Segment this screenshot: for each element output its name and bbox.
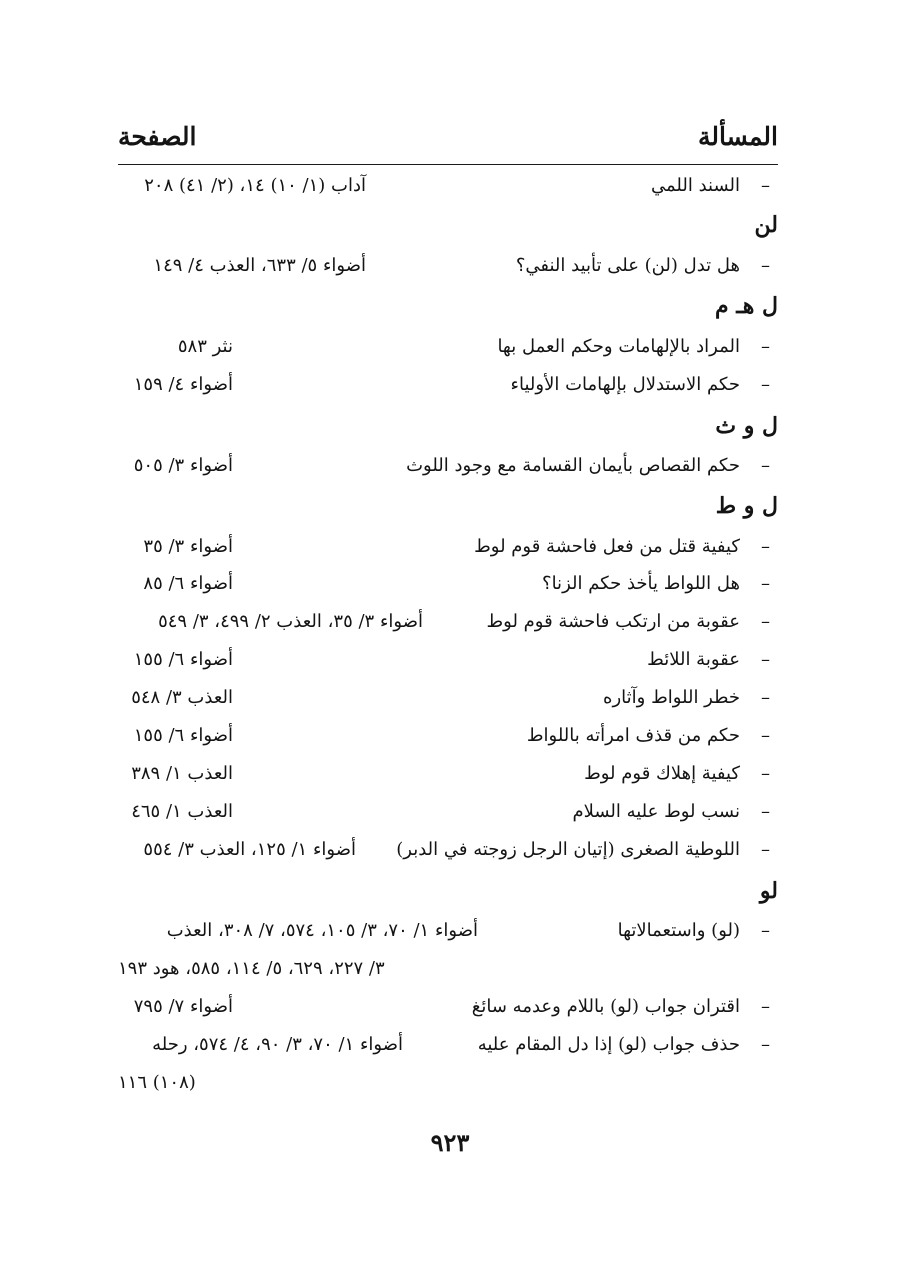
entry-dash: – (761, 996, 770, 1017)
entry-dash: – (761, 611, 770, 632)
page-number: ٩٢٣ (430, 1128, 470, 1157)
entry-dash: – (761, 255, 770, 276)
entry-topic: كيفية قتل من فعل فاحشة قوم لوط (474, 536, 740, 557)
entry-dash: – (761, 374, 770, 395)
entry-references: أضواء ١/ ٧٠، ٣/ ٩٠، ٤/ ٥٧٤، رحله (152, 1034, 403, 1055)
entry-references: أضواء ١/ ٧٠، ٣/ ١٠٥، ٥٧٤، ٧/ ٣٠٨، العذب (166, 920, 478, 941)
entry-dash: – (761, 175, 770, 196)
entry-topic: هل اللواط يأخذ حكم الزنا؟ (542, 573, 740, 594)
entry-references: أضواء ١/ ١٢٥، العذب ٣/ ٥٥٤ (143, 839, 356, 860)
entry-topic: اقتران جواب (لو) باللام وعدمه سائغ (471, 996, 740, 1017)
index-entry (118, 255, 778, 289)
entry-topic: عقوبة اللائط (647, 649, 740, 670)
entry-topic: خطر اللواط وآثاره (603, 687, 740, 708)
index-entry (118, 374, 778, 408)
page-column-label: الصفحة (118, 122, 197, 151)
entry-references: أضواء ٧/ ٧٩٥ (133, 996, 233, 1017)
entry-references: العذب ٣/ ٥٤٨ (131, 687, 233, 708)
index-entry (118, 1034, 778, 1068)
index-entry (118, 763, 778, 797)
entry-topic: نسب لوط عليه السلام (572, 801, 740, 822)
entry-dash: – (761, 801, 770, 822)
entry-references: أضواء ٦/ ٨٥ (143, 573, 233, 594)
entry-topic: عقوبة من ارتكب فاحشة قوم لوط (486, 611, 740, 632)
entry-references: أضواء ٣/ ٣٥، العذب ٢/ ٤٩٩، ٣/ ٥٤٩ (158, 611, 423, 632)
section-heading: ل و ث (715, 413, 778, 439)
entry-topic: المراد بالإلهامات وحكم العمل بها (497, 336, 740, 357)
index-entry (118, 920, 778, 954)
entry-dash: – (761, 455, 770, 476)
index-entry (118, 336, 778, 370)
entry-topic: كيفية إهلاك قوم لوط (584, 763, 740, 784)
entry-topic: حذف جواب (لو) إذا دل المقام عليه (477, 1034, 740, 1055)
entry-topic: حكم القصاص بأيمان القسامة مع وجود اللوث (406, 455, 740, 476)
index-entry (118, 611, 778, 645)
entry-topic: (لو) واستعمالاتها (617, 920, 740, 941)
entry-references-continued: ٣/ ٢٢٧، ٦٢٩، ٥/ ١١٤، ٥٨٥، هود ١٩٣ (118, 958, 385, 979)
section-heading: لن (754, 212, 778, 238)
entry-references: العذب ١/ ٣٨٩ (131, 763, 233, 784)
entry-references: أضواء ٣/ ٣٥ (143, 536, 233, 557)
entry-dash: – (761, 536, 770, 557)
section-heading: لو (759, 878, 778, 904)
entry-dash: – (761, 763, 770, 784)
index-entry (118, 536, 778, 570)
section-heading: ل هـ م (715, 293, 778, 319)
index-entry (118, 687, 778, 721)
index-entry-continuation (118, 958, 778, 992)
column-header (118, 118, 778, 165)
entry-topic: اللوطية الصغرى (إتيان الرجل زوجته في الدبر) (396, 839, 740, 860)
entry-dash: – (761, 725, 770, 746)
section-heading: ل و ط (715, 493, 778, 519)
entry-dash: – (761, 649, 770, 670)
topic-column-label: المسألة (698, 122, 778, 151)
index-entry (118, 801, 778, 835)
index-entry (118, 649, 778, 683)
entry-dash: – (761, 336, 770, 357)
entry-references-continued: (١٠٨) ١١٦ (118, 1072, 196, 1093)
entry-references: أضواء ٣/ ٥٠٥ (133, 455, 233, 476)
entry-references: آداب (١/ ١٠) ١٤، (٢/ ٤١) ٢٠٨ (144, 175, 366, 196)
entry-dash: – (761, 1034, 770, 1055)
index-entry-continuation (118, 1072, 778, 1106)
index-entry (118, 725, 778, 759)
entry-references: العذب ١/ ٤٦٥ (131, 801, 233, 822)
index-entry (118, 455, 778, 489)
entry-dash: – (761, 573, 770, 594)
entry-references: أضواء ٥/ ٦٣٣، العذب ٤/ ١٤٩ (153, 255, 366, 276)
index-entry (118, 175, 778, 209)
entry-dash: – (761, 839, 770, 860)
entry-dash: – (761, 687, 770, 708)
entry-references: أضواء ٦/ ١٥٥ (133, 725, 233, 746)
entry-topic: حكم الاستدلال بإلهامات الأولياء (510, 374, 740, 395)
index-entry (118, 839, 778, 873)
entry-topic: هل تدل (لن) على تأبيد النفي؟ (515, 255, 740, 276)
entry-references: نثر ٥٨٣ (177, 336, 233, 357)
entry-references: أضواء ٤/ ١٥٩ (133, 374, 233, 395)
entry-references: أضواء ٦/ ١٥٥ (133, 649, 233, 670)
entry-dash: – (761, 920, 770, 941)
index-entry (118, 996, 778, 1030)
entry-topic: السند اللمي (651, 175, 740, 196)
entry-topic: حكم من قذف امرأته باللواط (526, 725, 740, 746)
index-entry (118, 573, 778, 607)
